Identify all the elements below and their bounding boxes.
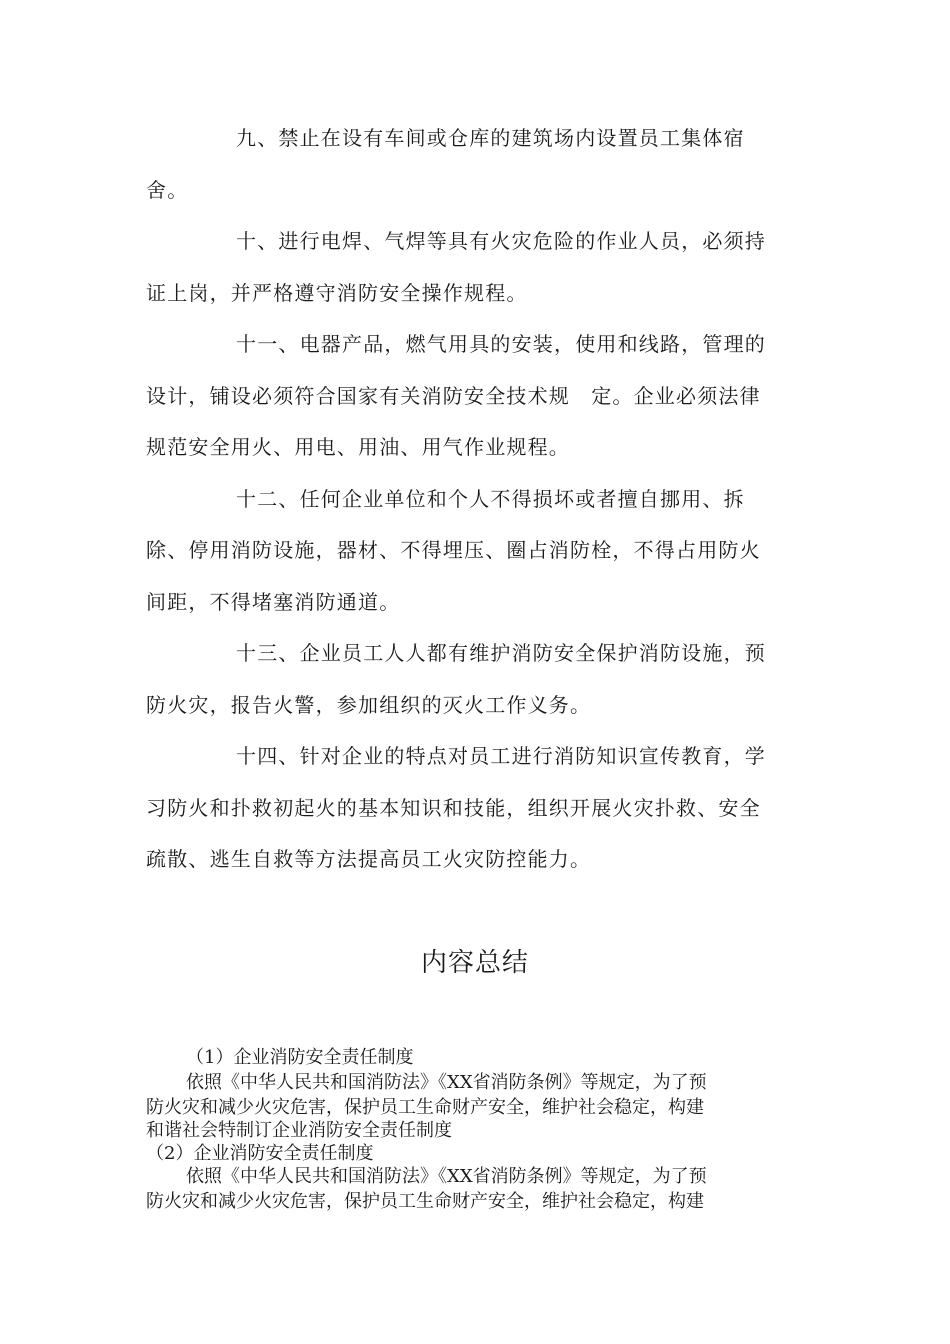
clause-line: 舍。: [146, 178, 189, 202]
summary-title: 内容总结: [420, 948, 529, 978]
summary-line: 依照《中华人民共和国消防法》《XX省消防条例》等规定，为了预: [186, 1166, 707, 1187]
clause-line: 设计，铺设必须符合国家有关消防安全技术规 定。企业必须法律: [146, 384, 761, 408]
clause-line: 证上岗，并严格遵守消防安全操作规程。: [146, 281, 528, 305]
clause-line: 除、停用消防设施，器材、不得埋压、圈占消防栓，不得占用防火: [146, 538, 761, 562]
summary-line: 依照《中华人民共和国消防法》《XX省消防条例》等规定，为了预: [186, 1072, 707, 1093]
clause-line: 疏散、逃生自救等方法提高员工火灾防控能力。: [146, 847, 592, 871]
summary-line: 和谐社会特制订企业消防安全责任制度: [146, 1120, 452, 1141]
clause-line: 九、禁止在设有车间或仓库的建筑场内设置员工集体宿: [236, 126, 745, 150]
clause-line: 十、进行电焊、气焊等具有火灾危险的作业人员，必须持: [236, 229, 766, 253]
clause-line: 规范安全用火、用电、用油、用气作业规程。: [146, 435, 570, 459]
summary-line: 防火灾和减少火灾危害，保护员工生命财产安全，维护社会稳定，构建: [146, 1191, 704, 1212]
clause-line: 习防火和扑救初起火的基本知识和技能，组织开展火灾扑救、安全: [146, 796, 761, 820]
clause-line: 十二、任何企业单位和个人不得损坏或者擅自挪用、拆: [236, 487, 745, 511]
clause-line: 十一、电器产品，燃气用具的安装，使用和线路，管理的: [236, 332, 766, 356]
summary-line: 防火灾和减少火灾危害，保护员工生命财产安全，维护社会稳定，构建: [146, 1097, 704, 1118]
clause-line: 防火灾，报告火警，参加组织的灭火工作义务。: [146, 693, 592, 717]
summary-heading: （2）企业消防安全责任制度: [146, 1143, 374, 1164]
clause-line: 十三、企业员工人人都有维护消防安全保护消防设施，预: [236, 641, 766, 665]
clause-line: 十四、针对企业的特点对员工进行消防知识宣传教育，学: [236, 744, 766, 768]
clause-line: 间距，不得堵塞消防通道。: [146, 590, 401, 614]
summary-heading: （1）企业消防安全责任制度: [186, 1047, 414, 1068]
